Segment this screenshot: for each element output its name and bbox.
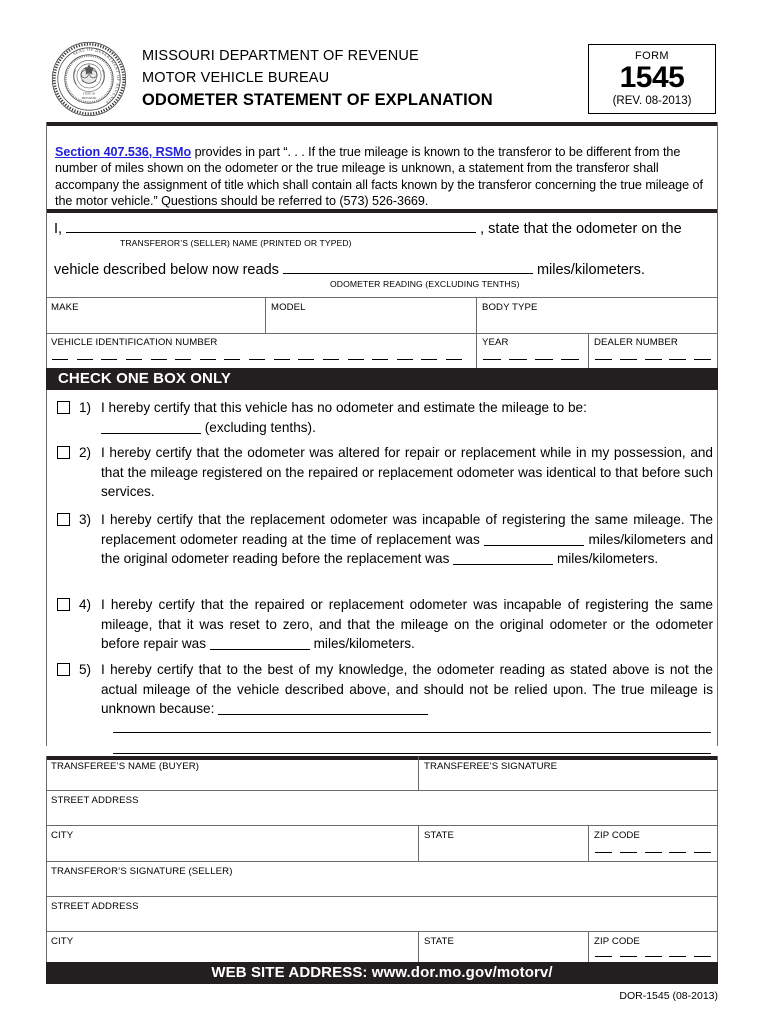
- make-label: MAKE: [51, 302, 79, 313]
- form-header: [46, 36, 718, 122]
- check-item-3-number: 3): [79, 512, 92, 527]
- intro-left-border: [46, 122, 47, 212]
- check-item-1-number: 1): [79, 400, 92, 415]
- check-item-2[interactable]: [57, 443, 713, 502]
- check-item-3[interactable]: [57, 510, 713, 569]
- check-item-1-text: [101, 398, 713, 437]
- svg-text:STATE OF: STATE OF: [82, 92, 96, 96]
- street-address-label-1: STREET ADDRESS: [51, 795, 139, 806]
- intro-right-border: [717, 122, 718, 212]
- vin-input[interactable]: [52, 358, 462, 360]
- check-item-5-part1: I hereby certify that to the best of my knowledge, the odometer reading as stated above is not the actual mileage of the vehicle described above, and should not be relied upon. The true mileage is unknown because:: [101, 662, 713, 716]
- page-title: ODOMETER STATEMENT OF EXPLANATION: [142, 91, 493, 110]
- agency-name: MISSOURI DEPARTMENT OF REVENUE: [142, 48, 419, 65]
- city-label-1: CITY: [51, 830, 74, 841]
- check-item-5-number: 5): [79, 662, 92, 677]
- checkbox-4[interactable]: [57, 598, 70, 611]
- check-item-4[interactable]: [57, 595, 713, 654]
- checkbox-1[interactable]: [57, 401, 70, 414]
- item4-mileage-input[interactable]: [210, 649, 310, 650]
- body-type-label: BODY TYPE: [482, 302, 538, 313]
- year-label: YEAR: [482, 337, 509, 348]
- rule-seller-city: [46, 931, 718, 932]
- divider-year-dealer: [588, 333, 589, 368]
- svg-text:MISSOURI: MISSOURI: [81, 95, 97, 100]
- divider-model-bodytype: [476, 297, 477, 333]
- check-item-1-part1: I hereby certify that this vehicle has no odometer and estimate the mileage to be:: [101, 400, 587, 415]
- statute-paragraph: [55, 144, 711, 210]
- transferee-name-label: TRANSFEREE’S NAME (BUYER): [51, 761, 200, 772]
- check-item-2-number: 2): [79, 445, 92, 460]
- form-code-footer: DOR-1545 (08-2013): [619, 990, 718, 1002]
- check-item-3-part3: miles/kilometers.: [556, 551, 659, 566]
- rule-buyer-city: [46, 825, 718, 826]
- statement-i-prefix: I,: [54, 221, 63, 237]
- year-input[interactable]: [483, 358, 579, 360]
- checkbox-5[interactable]: [57, 663, 70, 676]
- check-item-3-part2: miles/kilometers and the original odometer reading before the replacement was: [101, 531, 714, 566]
- checklist-right-border: [717, 390, 718, 746]
- statement-line-2: [54, 262, 645, 278]
- check-item-5[interactable]: [57, 660, 713, 719]
- rule-above-signature-block: [46, 756, 718, 760]
- check-item-4-number: 4): [79, 597, 92, 612]
- checklist-left-border: [46, 390, 47, 746]
- statement-line1-suffix: , state that the odometer on the: [480, 221, 682, 237]
- divider-city-state-2: [418, 931, 419, 962]
- transferor-name-input[interactable]: [66, 232, 476, 233]
- state-label-1: STATE: [424, 830, 454, 841]
- check-item-5-text: [101, 660, 713, 719]
- divider-vin-year: [476, 333, 477, 368]
- city-label-2: CITY: [51, 936, 74, 947]
- rule-buyer-street: [46, 790, 718, 791]
- model-label: MODEL: [271, 302, 306, 313]
- checkbox-2[interactable]: [57, 446, 70, 459]
- form-number-box: [588, 44, 716, 114]
- statement-line-1: [54, 221, 682, 237]
- transferor-signature-label: TRANSFEROR’S SIGNATURE (SELLER): [51, 866, 233, 877]
- check-one-box-bar: CHECK ONE BOX ONLY: [46, 368, 718, 390]
- divider-city-state-1: [418, 825, 419, 861]
- bureau-name: MOTOR VEHICLE BUREAU: [142, 69, 330, 86]
- form-number: 1545: [619, 61, 685, 94]
- street-address-label-2: STREET ADDRESS: [51, 901, 139, 912]
- rule-below-intro: [46, 209, 718, 213]
- dealer-number-input[interactable]: [595, 358, 711, 360]
- item3-original-reading-input[interactable]: [453, 564, 553, 565]
- statement-right-border: [717, 209, 718, 297]
- check-item-1-part2: (excluding tenths).: [204, 419, 316, 435]
- item5-reason-input-line1[interactable]: [218, 714, 428, 715]
- transferor-name-caption: TRANSFEROR’S (SELLER) NAME (PRINTED OR TYPED): [120, 238, 352, 248]
- check-item-3-text: [101, 510, 713, 569]
- rule-top-intro: [46, 122, 718, 126]
- check-item-4-part2: miles/kilometers.: [313, 636, 415, 651]
- item5-reason-input-line2[interactable]: [113, 731, 711, 733]
- item3-replacement-reading-input[interactable]: [484, 545, 584, 546]
- check-item-4-part1: I hereby certify that the repaired or replacement odometer was incapable of registering the same mileage, that it was reset to zero, and that the mileage on the original odometer or the odometer before repair was: [101, 597, 713, 651]
- check-item-4-text: [101, 595, 713, 654]
- rule-above-vin: [46, 333, 718, 334]
- rule-above-make: [46, 297, 718, 298]
- transferee-signature-label: TRANSFEREE’S SIGNATURE: [424, 761, 558, 772]
- statement-left-border: [46, 209, 47, 297]
- vin-label: VEHICLE IDENTIFICATION NUMBER: [51, 337, 218, 348]
- dealer-number-label: DEALER NUMBER: [594, 337, 678, 348]
- divider-buyer-name-signature: [418, 756, 419, 790]
- form-revision: (REV. 08-2013): [612, 94, 692, 107]
- agency-titles: [128, 49, 588, 109]
- statement-line2-prefix: vehicle described below now reads: [54, 262, 279, 278]
- zip-input-2[interactable]: [595, 955, 711, 957]
- zip-label-1: ZIP CODE: [594, 830, 640, 841]
- check-item-3-part1: I hereby certify that the replacement odometer was incapable of registering the same mileage. The replacement odometer reading at the time of replacement was: [101, 512, 713, 547]
- zip-input-1[interactable]: [595, 851, 711, 853]
- check-item-2-text: I hereby certify that the odometer was altered for repair or replacement while in my possession, and that the mileage registered on the repaired or replacement odometer was identical to that before such services.: [101, 445, 713, 499]
- item1-mileage-input[interactable]: [101, 433, 201, 434]
- divider-make-model: [265, 297, 266, 333]
- svg-text:SEAL OF DEPARTMENT OF REVENU: SEAL OF DEPARTMENT OF REVENUE: [71, 46, 122, 106]
- rule-seller-street: [46, 896, 718, 897]
- website-bar[interactable]: WEB SITE ADDRESS: www.dor.mo.gov/motorv/: [46, 962, 718, 984]
- check-item-1[interactable]: [57, 398, 713, 437]
- zip-label-2: ZIP CODE: [594, 936, 640, 947]
- odometer-reading-caption: ODOMETER READING (EXCLUDING TENTHS): [330, 279, 520, 289]
- item5-reason-input-line3[interactable]: [113, 752, 711, 754]
- checkbox-3[interactable]: [57, 513, 70, 526]
- form-label: FORM: [635, 50, 669, 62]
- missouri-state-seal-icon: [50, 40, 128, 118]
- odometer-reading-input[interactable]: [283, 273, 533, 274]
- statute-text: provides in part “. . . If the true mileage is known to the transferor to be different from the number of miles shown on the odometer or the true mileage is unknown, a statement from the transferor shall accompany the assignment of title which shall contain all facts known by the transferor concerning the true mileage of the motor vehicle.” Questions should be referred to (573) 526-3669.: [55, 144, 703, 209]
- statute-link[interactable]: Section 407.536, RSMo: [55, 144, 192, 159]
- state-label-2: STATE: [424, 936, 454, 947]
- divider-state-zip-1: [588, 825, 589, 861]
- divider-state-zip-2: [588, 931, 589, 962]
- rule-seller-signature: [46, 861, 718, 862]
- statement-line2-suffix: miles/kilometers.: [536, 262, 645, 278]
